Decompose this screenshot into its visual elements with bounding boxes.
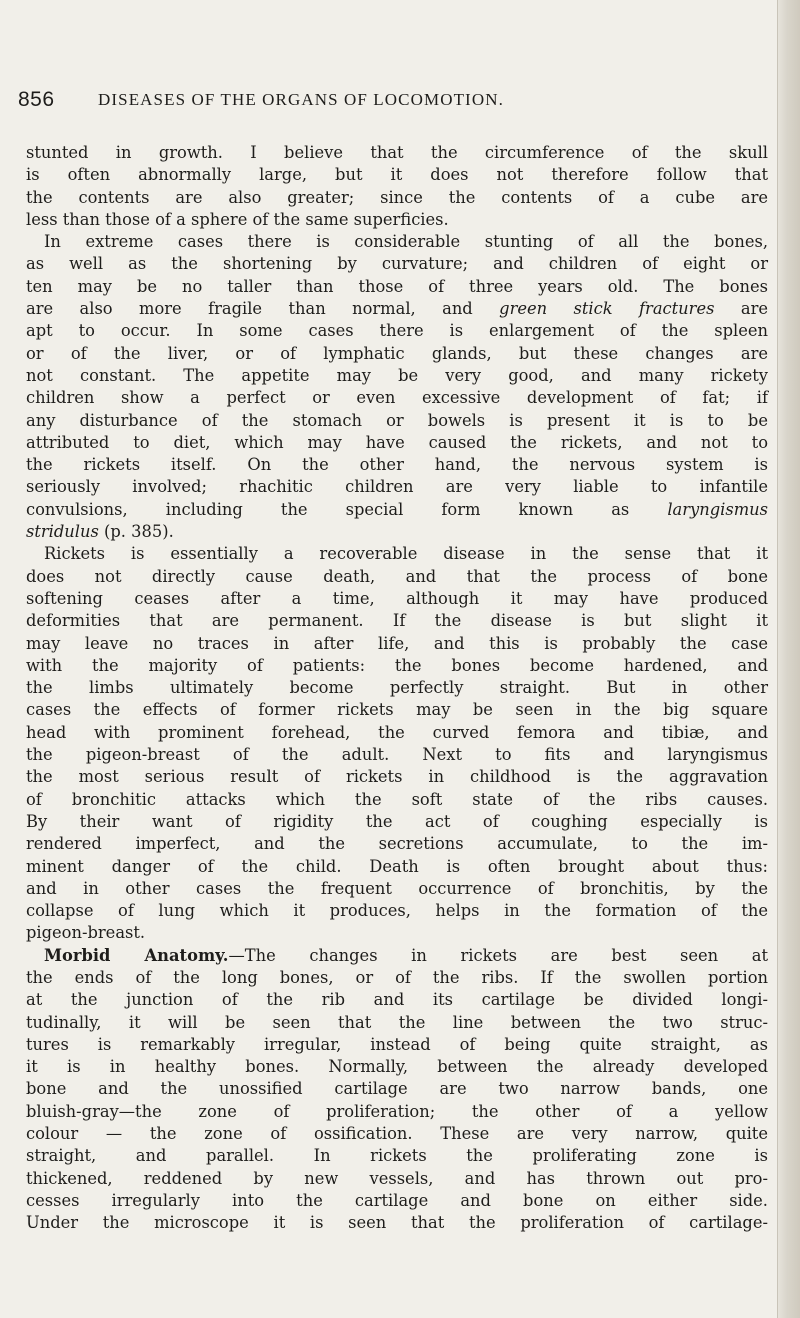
text-run: rendered imperfect, and the secretions accumulate, to the im-: [26, 834, 768, 854]
text-run: minent danger of the child. Death is often brought about thus:: [26, 856, 768, 876]
text-line: [26, 610, 768, 632]
text-run: straight, and parallel. In rickets the proliferating zone is: [26, 1146, 768, 1166]
text-run: cases the effects of former rickets may be seen in the big square: [26, 700, 768, 720]
text-line: [26, 989, 768, 1011]
text-run: In extreme cases there is considerable stunting of all the bones,: [44, 232, 768, 252]
text-line: [26, 1056, 768, 1078]
text-line: [26, 387, 768, 409]
italic-text: stridulus: [26, 522, 99, 542]
text-line: [26, 343, 768, 365]
text-run: collapse of lung which it produces, helps in the formation of the: [26, 901, 768, 921]
text-run: the limbs ultimately become perfectly straight. But in other: [26, 678, 768, 698]
text-line: [26, 499, 768, 521]
text-line: [26, 543, 768, 565]
text-run: Under the microscope it is seen that the proliferation of cartilage-: [26, 1213, 768, 1233]
text-line: [26, 789, 768, 811]
text-run: does not directly cause death, and that the process of bone: [26, 566, 768, 586]
text-line: [26, 231, 768, 253]
page-number: 856: [18, 88, 55, 111]
text-run: the rickets itself. On the other hand, the nervous system is: [26, 455, 768, 475]
text-run: the pigeon-breast of the adult. Next to fits and laryngismus: [26, 745, 768, 765]
text-line: [26, 142, 768, 164]
text-run: or of the liver, or of lymphatic glands, but these changes are: [26, 343, 768, 363]
running-title: DISEASES OF THE ORGANS OF LOCOMOTION.: [98, 90, 504, 109]
text-line: [26, 900, 768, 922]
text-run: are also more fragile than normal, and: [26, 299, 500, 319]
text-line: [26, 1145, 768, 1167]
page-header: [18, 88, 774, 112]
text-line: [26, 1101, 768, 1123]
text-line: [26, 722, 768, 744]
text-line: [26, 677, 768, 699]
text-run: head with prominent forehead, the curved femora and tibiæ, and: [26, 722, 768, 742]
text-run: thickened, reddened by new vessels, and has thrown out pro-: [26, 1168, 768, 1188]
text-line: [26, 633, 768, 655]
text-run: as well as the shortening by curvature; and children of eight or: [26, 254, 768, 274]
text-run: apt to occur. In some cases there is enlargement of the spleen: [26, 321, 768, 341]
text-run: not constant. The appetite may be very good, and many rickety: [26, 365, 768, 385]
text-line: [26, 298, 768, 320]
text-run: Rickets is essentially a recoverable disease in the sense that it: [44, 544, 768, 564]
italic-text: laryngismus: [667, 499, 768, 519]
text-line: [26, 1212, 768, 1234]
text-run: at the junction of the rib and its cartilage be divided longi-: [26, 990, 768, 1010]
text-run: bone and the unossified cartilage are two narrow bands, one: [26, 1079, 768, 1099]
text-run: convulsions, including the special form known as: [26, 499, 668, 519]
text-line: [26, 878, 768, 900]
text-line: [26, 476, 768, 498]
text-line: [26, 856, 768, 878]
text-line: [26, 699, 768, 721]
text-run: (p. 385).: [98, 522, 174, 542]
text-line: [26, 766, 768, 788]
text-line: [26, 1012, 768, 1034]
text-run: with the majority of patients: the bones become hardened, and: [26, 655, 768, 675]
text-run: the most serious result of rickets in childhood is the aggravation: [26, 767, 768, 787]
text-run: the ends of the long bones, or of the ribs. If the swollen portion: [26, 967, 768, 987]
text-run: the contents are also greater; since the contents of a cube are: [26, 187, 768, 207]
bold-heading: Morbid Anatomy.: [44, 945, 229, 965]
italic-text: green stick fractures: [499, 299, 715, 319]
text-run: any disturbance of the stomach or bowels is present it is to be: [26, 410, 768, 430]
text-run: pigeon-breast.: [26, 923, 146, 943]
text-line: [26, 566, 768, 588]
text-run: softening ceases after a time, although it may have produced: [26, 588, 768, 608]
text-line: [26, 187, 768, 209]
page-edge-shadow: [777, 0, 800, 1318]
text-line: [26, 967, 768, 989]
text-line: [26, 410, 768, 432]
text-run: and in other cases the frequent occurrence of bronchitis, by the: [26, 878, 768, 898]
text-run: deformities that are permanent. If the disease is but slight it: [26, 611, 768, 631]
text-run: ten may be no taller than those of three years old. The bones: [26, 276, 768, 296]
text-line: [26, 588, 768, 610]
text-run: By their want of rigidity the act of coughing especially is: [26, 811, 768, 831]
text-run: bluish-gray—the zone of proliferation; the other of a yellow: [26, 1101, 768, 1121]
text-line: [26, 209, 768, 231]
text-run: it is in healthy bones. Normally, between the already developed: [26, 1057, 768, 1077]
text-line: [26, 744, 768, 766]
text-run: attributed to diet, which may have caused the rickets, and not to: [26, 432, 768, 452]
text-run: children show a perfect or even excessive development of fat; if: [26, 388, 768, 408]
text-line: [26, 164, 768, 186]
text-line: [26, 811, 768, 833]
text-line: [26, 454, 768, 476]
text-run: —The changes in rickets are best seen at: [228, 945, 769, 965]
text-line: [26, 1190, 768, 1212]
text-line: [26, 945, 768, 967]
text-run: tures is remarkably irregular, instead of being quite straight, as: [26, 1034, 768, 1054]
text-line: [26, 276, 768, 298]
text-line: [26, 365, 768, 387]
text-line: [26, 253, 768, 275]
text-run: seriously involved; rhachitic children are very liable to infantile: [26, 477, 768, 497]
text-line: [26, 521, 768, 543]
text-run: of bronchitic attacks which the soft state of the ribs causes.: [26, 789, 768, 809]
text-line: [26, 1078, 768, 1100]
body-text: [26, 142, 768, 1235]
text-run: is often abnormally large, but it does not therefore follow that: [26, 165, 768, 185]
text-line: [26, 655, 768, 677]
text-run: colour — the zone of ossification. These are very narrow, quite: [26, 1124, 768, 1144]
text-run: may leave no traces in after life, and this is probably the case: [26, 633, 768, 653]
text-run: cesses irregularly into the cartilage and bone on either side.: [26, 1190, 768, 1210]
text-line: [26, 1168, 768, 1190]
text-run: tudinally, it will be seen that the line between the two struc-: [26, 1012, 768, 1032]
text-line: [26, 1123, 768, 1145]
text-line: [26, 320, 768, 342]
text-line: [26, 432, 768, 454]
text-run: less than those of a sphere of the same superficies.: [26, 209, 449, 229]
text-line: [26, 833, 768, 855]
text-line: [26, 922, 768, 944]
text-line: [26, 1034, 768, 1056]
text-run: are: [714, 299, 768, 319]
text-run: stunted in growth. I believe that the circumference of the skull: [26, 143, 768, 162]
